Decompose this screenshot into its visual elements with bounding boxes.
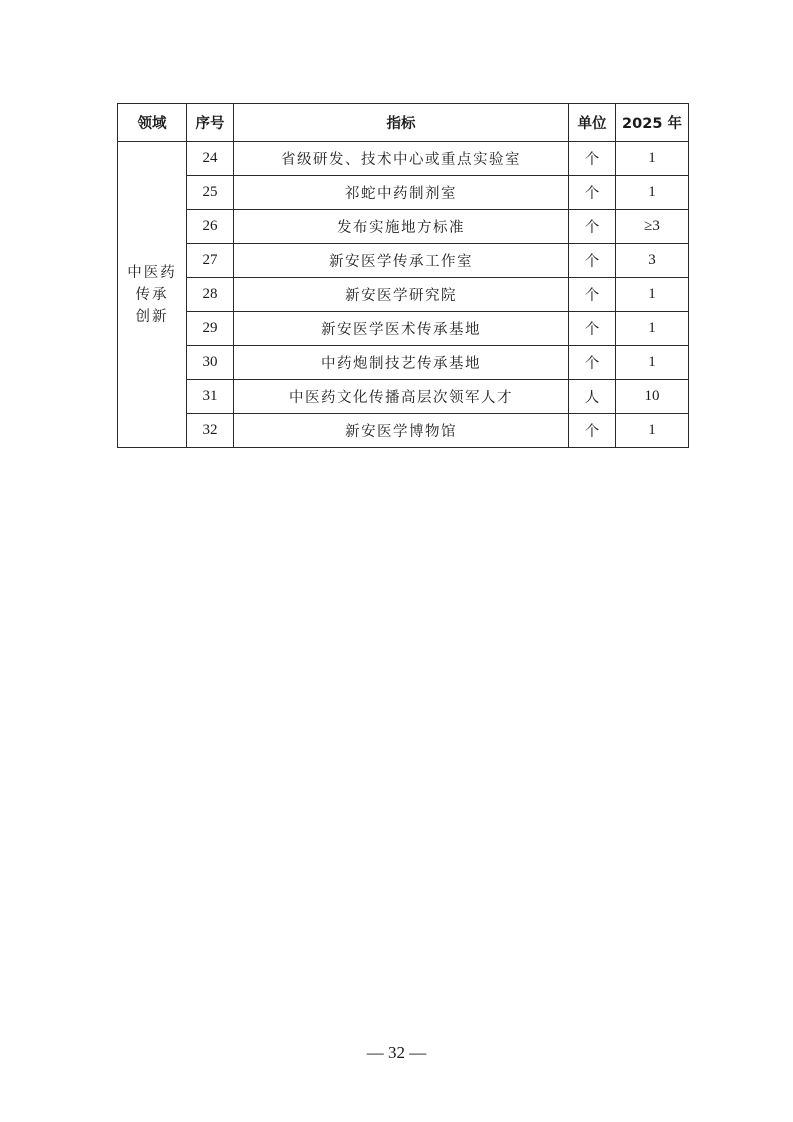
header-row bbox=[118, 104, 689, 142]
unit-cell: 人 bbox=[569, 380, 616, 414]
value-cell: 1 bbox=[616, 346, 689, 380]
table-row bbox=[118, 414, 689, 448]
table-row bbox=[118, 380, 689, 414]
header-indicator: 指标 bbox=[234, 104, 569, 142]
seq-cell: 31 bbox=[187, 380, 234, 414]
table-row bbox=[118, 176, 689, 210]
unit-cell: 个 bbox=[569, 176, 616, 210]
table-header bbox=[118, 104, 689, 142]
value-cell: 1 bbox=[616, 176, 689, 210]
indicator-cell: 中医药文化传播高层次领军人才 bbox=[234, 380, 569, 414]
header-seq: 序号 bbox=[187, 104, 234, 142]
unit-cell: 个 bbox=[569, 312, 616, 346]
seq-cell: 24 bbox=[187, 142, 234, 176]
domain-line: 传承 bbox=[135, 286, 169, 303]
header-domain: 领域 bbox=[118, 104, 187, 142]
page-number: — 32 — bbox=[366, 1043, 427, 1062]
value-cell: 1 bbox=[616, 142, 689, 176]
seq-cell: 28 bbox=[187, 278, 234, 312]
value-cell: 3 bbox=[616, 244, 689, 278]
domain-cell bbox=[118, 142, 187, 448]
table-row bbox=[118, 278, 689, 312]
unit-cell: 个 bbox=[569, 414, 616, 448]
seq-cell: 25 bbox=[187, 176, 234, 210]
value-cell: ≥3 bbox=[616, 210, 689, 244]
indicator-cell: 中药炮制技艺传承基地 bbox=[234, 346, 569, 380]
table-row bbox=[118, 312, 689, 346]
table-row bbox=[118, 210, 689, 244]
header-year: 2025 年 bbox=[616, 104, 689, 142]
seq-cell: 27 bbox=[187, 244, 234, 278]
unit-cell: 个 bbox=[569, 142, 616, 176]
seq-cell: 26 bbox=[187, 210, 234, 244]
domain-line: 中医药 bbox=[127, 264, 177, 281]
seq-cell: 29 bbox=[187, 312, 234, 346]
indicator-cell: 省级研发、技术中心或重点实验室 bbox=[234, 142, 569, 176]
unit-cell: 个 bbox=[569, 278, 616, 312]
value-cell: 10 bbox=[616, 380, 689, 414]
unit-cell: 个 bbox=[569, 244, 616, 278]
seq-cell: 30 bbox=[187, 346, 234, 380]
unit-cell: 个 bbox=[569, 210, 616, 244]
table-body bbox=[118, 142, 689, 448]
indicator-cell: 新安医学研究院 bbox=[234, 278, 569, 312]
indicator-cell: 祁蛇中药制剂室 bbox=[234, 176, 569, 210]
indicator-cell: 新安医学医术传承基地 bbox=[234, 312, 569, 346]
table-row bbox=[118, 346, 689, 380]
value-cell: 1 bbox=[616, 278, 689, 312]
indicator-cell: 新安医学博物馆 bbox=[234, 414, 569, 448]
domain-line: 创新 bbox=[135, 308, 169, 325]
header-unit: 单位 bbox=[569, 104, 616, 142]
seq-cell: 32 bbox=[187, 414, 234, 448]
value-cell: 1 bbox=[616, 312, 689, 346]
value-cell: 1 bbox=[616, 414, 689, 448]
indicator-table bbox=[117, 103, 689, 448]
table-row bbox=[118, 244, 689, 278]
unit-cell: 个 bbox=[569, 346, 616, 380]
indicator-cell: 发布实施地方标准 bbox=[234, 210, 569, 244]
indicator-cell: 新安医学传承工作室 bbox=[234, 244, 569, 278]
table-row bbox=[118, 142, 689, 176]
